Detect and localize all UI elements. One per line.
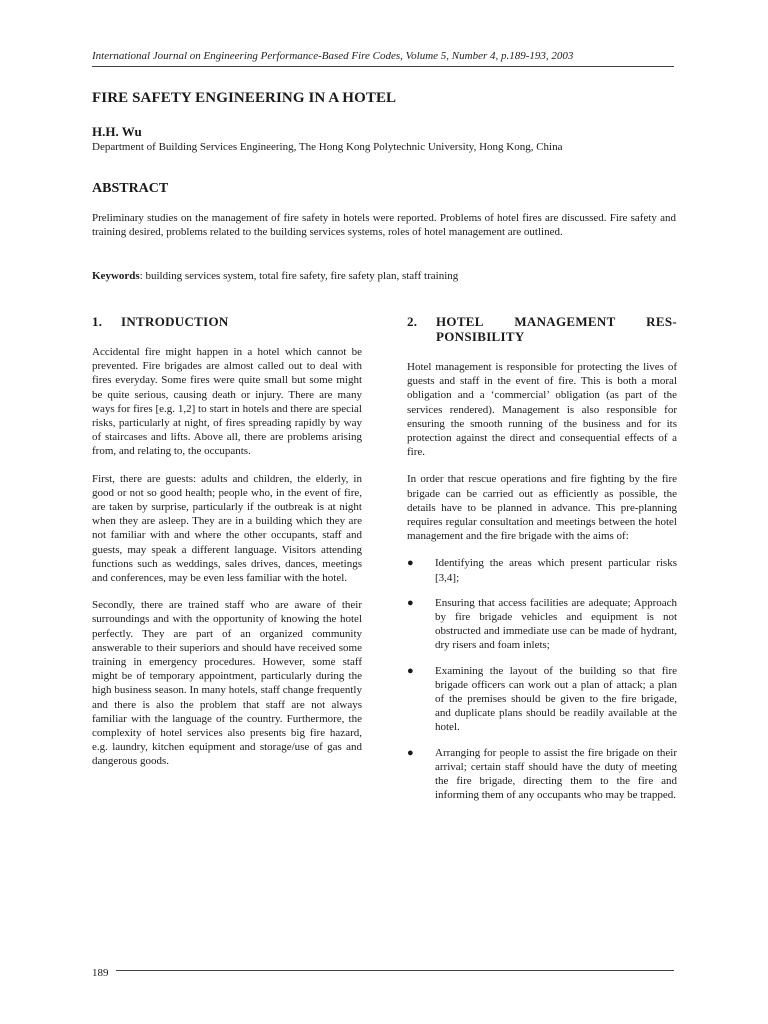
bullet-text: Ensuring that access facilities are adequate; Approach by fire brigade vehicles and equipment is not obstructed and immediate use can be made of hydrant, dry risers and foam inlets; <box>435 596 677 652</box>
bullet-text: Arranging for people to assist the fire brigade on their arrival; certain staff should have the duty of meeting the fire brigade, directing them to the fire and informing them of any occupants who may be trapped. <box>435 746 677 802</box>
section-2-title <box>436 314 677 344</box>
left-column <box>92 314 362 782</box>
abstract-heading: ABSTRACT <box>92 181 169 196</box>
keywords-line <box>92 269 676 283</box>
section-2-title-word: MANAGEMENT <box>514 314 616 329</box>
bullet-text: Identifying the areas which present particular risks [3,4]; <box>435 557 677 584</box>
bullet-dot-icon: ● <box>407 746 414 759</box>
bullet-item <box>407 556 677 584</box>
author-affiliation: Department of Building Services Engineering, The Hong Kong Polytechnic University, Hong Kong, China <box>92 141 563 153</box>
bullet-dot-icon: ● <box>407 664 414 677</box>
bullet-dot-icon: ● <box>407 557 414 570</box>
abstract-text: Preliminary studies on the management of fire safety in hotels were reported. Problems of hotel fires are discussed. Fire safety and training desired, problems related to the building services systems, roles of hotel management are outlined. <box>92 212 676 239</box>
section-2-paragraph: Hotel management is responsible for protecting the lives of guests and staff in the event of fire. This is both a moral obligation and a ‘commercial’ obligation (as part of the services rendered). Management is also responsible for ensuring the smooth running of the business and for its protection against the direct and consequential effects of a fire. <box>407 361 677 459</box>
section-2-title-line-1 <box>436 314 677 329</box>
right-column <box>407 314 677 813</box>
section-2-title-word: HOTEL <box>436 314 484 329</box>
paper-title: FIRE SAFETY ENGINEERING IN A HOTEL <box>92 90 397 106</box>
keywords-text: : building services system, total fire safety, fire safety plan, staff training <box>139 270 459 282</box>
section-2-title-line-2: PONSIBILITY <box>436 329 525 344</box>
bullet-item <box>407 664 677 735</box>
section-1-number: 1. <box>92 314 103 329</box>
keywords-label: Keywords <box>92 270 140 282</box>
section-1-title: INTRODUCTION <box>121 314 229 329</box>
page-number: 189 <box>92 967 109 979</box>
bullet-text: Examining the layout of the building so that fire brigade officers can work out a plan of attack; a plan of the premises should be given to the fire brigade, and duplicate plans should be readily available at the hotel. <box>435 664 677 734</box>
bullet-dot-icon: ● <box>407 596 414 609</box>
author-name: H.H. Wu <box>92 124 142 139</box>
section-1-paragraph: Secondly, there are trained staff who are aware of their surroundings and with the opportunity of knowing the hotel perfectly. They are part of an organized community answerable to their superiors and should have received some training in emergency procedures. However, some staff might be of temporary appointment, particularly during the high business season. In many hotels, staff change frequently and there is also the problem that staff are not always familiar with the language of the country. Furthermore, the complexity of hotel services also presents big fire hazard, e.g. laundry, kitchen equipment and storage/use of gas and dangerous goods. <box>92 599 362 768</box>
section-2-paragraph: In order that rescue operations and fire fighting by the fire brigade can be carried out as efficiently as possible, the details have to be planned in advance. This pre-planning requires regular consultation and meetings between the hotel management and the fire brigade with the aims of: <box>407 473 677 543</box>
footer-rule <box>116 970 674 971</box>
section-2-title-word: RES- <box>646 314 677 329</box>
aims-bullet-list <box>407 556 677 802</box>
bullet-item <box>407 596 677 653</box>
section-2-number: 2. <box>407 314 418 329</box>
section-1-paragraph: Accidental fire might happen in a hotel which cannot be prevented. Fire brigades are almost called out to deal with fires everyday. Some fires were quite small but some might be quite serious, causing death or injury. There are many ways for fires [e.g. 1,2] to start in hotels and there are special risks, particularly at night, of fires spreading rapidly by way of staircases and lifts. Above all, there are problems arising from, and relating to, the occupants. <box>92 346 362 458</box>
section-1-paragraph: First, there are guests: adults and children, the elderly, in good or not so good health; people who, in the event of fire, are taken by surprise, particularly if the outbreak is at night when they are asleep. They are in a building which they are not familiar with and where the other occupants, staff and guests, may speak a different language. Visitors attending functions such as weddings, sales drives, dances, meetings and conferences, may be even less familiar with the hotel. <box>92 472 362 585</box>
running-head: International Journal on Engineering Performance-Based Fire Codes, Volume 5, Number 4, p.189-193, 2003 <box>92 50 674 67</box>
section-1-heading <box>92 314 362 329</box>
bullet-item <box>407 746 677 803</box>
section-2-heading <box>407 314 677 344</box>
